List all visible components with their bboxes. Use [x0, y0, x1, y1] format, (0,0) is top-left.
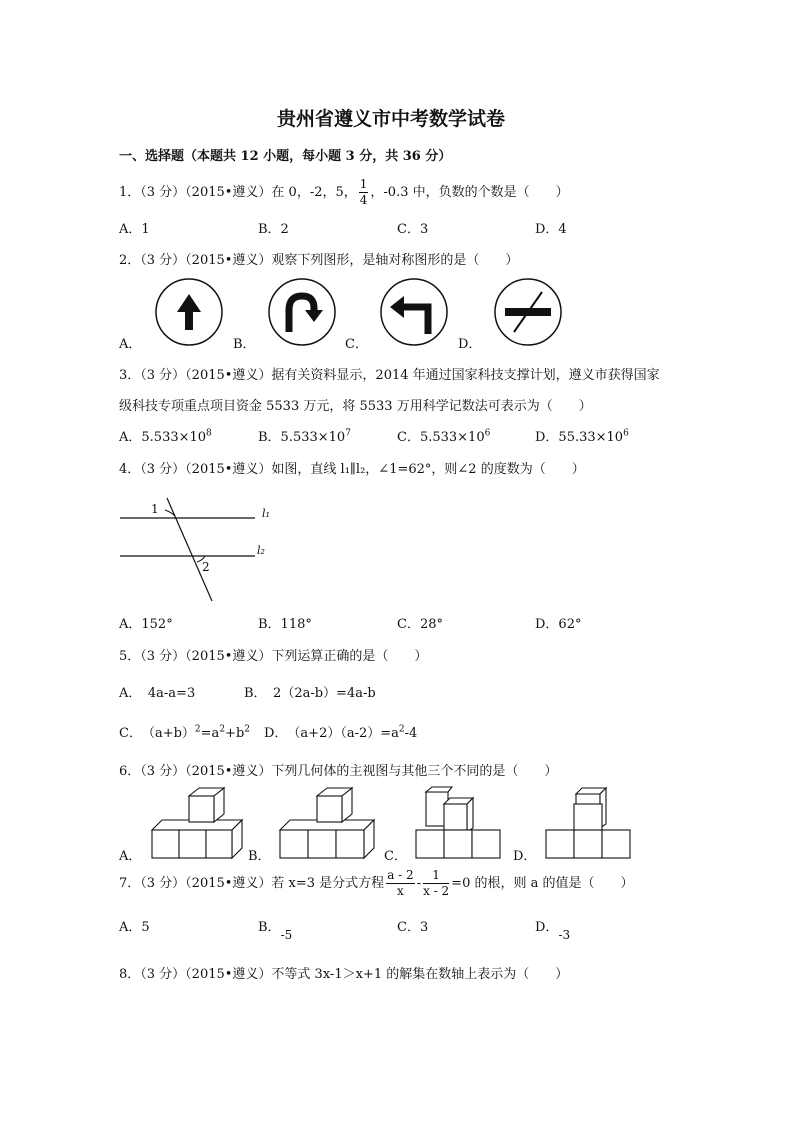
exponent: 7 — [345, 428, 351, 439]
question-3-line-2: 级科技专项重点项目资金 5533 万元，将 5533 万用科学记数法可表示为（ ） — [119, 399, 592, 414]
option-c: C．3 — [397, 920, 429, 935]
option-c: C． — [384, 849, 407, 864]
question-1-text-start: 1．（3 分）（2015•遵义）在 0，-2，5， — [119, 185, 357, 200]
option-b: B． — [248, 849, 271, 864]
solid-a-icon — [152, 788, 242, 858]
exponent: 2 — [219, 724, 226, 735]
question-7-text-end: =0 的根，则 a 的值是（ ） — [451, 876, 634, 891]
option-b: B．2 — [258, 222, 289, 237]
option-b: B．118° — [258, 617, 312, 632]
fraction-numerator: 1 — [423, 868, 449, 884]
solid-b-icon — [280, 788, 374, 858]
option-b-label: B． — [258, 920, 281, 935]
option-c-part: C． （a+b） — [119, 726, 195, 741]
option-b: B． — [233, 337, 256, 352]
option-a — [119, 426, 212, 445]
option-a: A．152° — [119, 617, 173, 632]
option-b-value: -5 — [280, 928, 293, 942]
angle-2-label: 2 — [202, 560, 210, 574]
exponent: 6 — [484, 428, 491, 439]
angle-1-label: 1 — [151, 502, 159, 516]
option-b: B． 2（2a-b）=4a-b — [244, 686, 376, 701]
fraction — [423, 868, 449, 899]
question-5: 5．（3 分）（2015•遵义）下列运算正确的是（ ） — [119, 649, 428, 664]
left-turn-sign-icon — [381, 279, 447, 345]
parallel-lines-figure — [115, 492, 285, 604]
fraction-numerator: a - 2 — [387, 868, 414, 882]
up-arrow-sign-icon — [156, 279, 222, 345]
option-d-value: -3 — [558, 928, 571, 942]
fraction-denominator: x — [397, 884, 404, 898]
question-7-text-start: 7．（3 分）（2015•遵义）若 x=3 是分式方程 — [119, 876, 385, 891]
option-d-part: D． （a+2）（a-2）=a — [264, 726, 399, 741]
question-3-line-1: 3．（3 分）（2015•遵义）据有关资料显示，2014 年通过国家科技支撑计划，遵义市获得国家 — [119, 368, 660, 383]
question-8: 8．（3 分）（2015•遵义）不等式 3x-1＞x+1 的解集在数轴上表示为（ ） — [119, 967, 569, 982]
exponent: 2 — [398, 724, 405, 735]
fraction — [359, 177, 369, 208]
exponent: 2 — [194, 724, 201, 735]
option-d — [535, 916, 571, 942]
question-1-text-end: ，-0.3 中，负数的个数是（ ） — [370, 185, 569, 200]
option-c-part: =a — [200, 726, 220, 741]
option-c: C．3 — [397, 222, 429, 237]
line-l1-label: l₁ — [262, 507, 270, 520]
prohibition-sign-icon — [495, 279, 561, 345]
page-title: 贵州省遵义市中考数学试卷 — [277, 108, 506, 130]
traffic-signs-figure — [150, 276, 570, 348]
option-d-label: D． — [535, 920, 559, 935]
option-b-label: B．5.533×10 — [258, 430, 346, 445]
question-1 — [119, 177, 569, 208]
option-a: A． 4a-a=3 — [119, 686, 196, 701]
option-c: C． — [345, 337, 368, 352]
option-d — [264, 722, 417, 741]
line-l2-label: l₂ — [257, 544, 265, 557]
option-c — [397, 426, 490, 445]
option-a: A． — [119, 849, 142, 864]
option-d: D．62° — [535, 617, 582, 632]
option-b — [258, 426, 351, 445]
option-a: A．1 — [119, 222, 150, 237]
option-c — [119, 722, 250, 741]
option-d — [535, 426, 629, 445]
option-b — [258, 916, 293, 942]
question-7 — [119, 868, 633, 899]
question-4: 4．（3 分）（2015•遵义）如图，直线 l₁∥l₂，∠1=62°，则∠2 的度数为（ ） — [119, 462, 585, 477]
option-c-label: C．5.533×10 — [397, 430, 485, 445]
option-d: D． — [513, 849, 537, 864]
u-turn-sign-icon — [269, 279, 335, 345]
fraction-numerator: 1 — [359, 177, 368, 191]
solid-c-icon — [416, 787, 500, 858]
section-heading: 一、选择题（本题共 12 小题，每小题 3 分，共 36 分） — [119, 149, 452, 164]
exponent: 2 — [244, 724, 250, 735]
option-d: D．4 — [535, 222, 567, 237]
exponent: 8 — [206, 428, 212, 439]
option-d-label: D．55.33×10 — [535, 430, 624, 445]
option-d-part: -4 — [404, 726, 418, 741]
question-6: 6．（3 分）（2015•遵义）下列几何体的主视图与其他三个不同的是（ ） — [119, 764, 558, 779]
fraction-denominator: 4 — [359, 193, 368, 207]
option-a-label: A．5.533×10 — [119, 430, 207, 445]
fraction — [386, 868, 414, 899]
option-d: D． — [458, 337, 482, 352]
option-a: A．5 — [119, 920, 150, 935]
option-a: A． — [119, 337, 142, 352]
exponent: 6 — [623, 428, 629, 439]
option-c: C．28° — [397, 617, 443, 632]
question-2: 2．（3 分）（2015•遵义）观察下列图形，是轴对称图形的是（ ） — [119, 253, 519, 268]
solid-d-icon — [546, 788, 630, 858]
minus-sign: - — [416, 876, 422, 891]
option-c-part: +b — [225, 726, 245, 741]
cube-solids-figure — [148, 784, 638, 862]
fraction-denominator: x - 2 — [423, 884, 450, 898]
